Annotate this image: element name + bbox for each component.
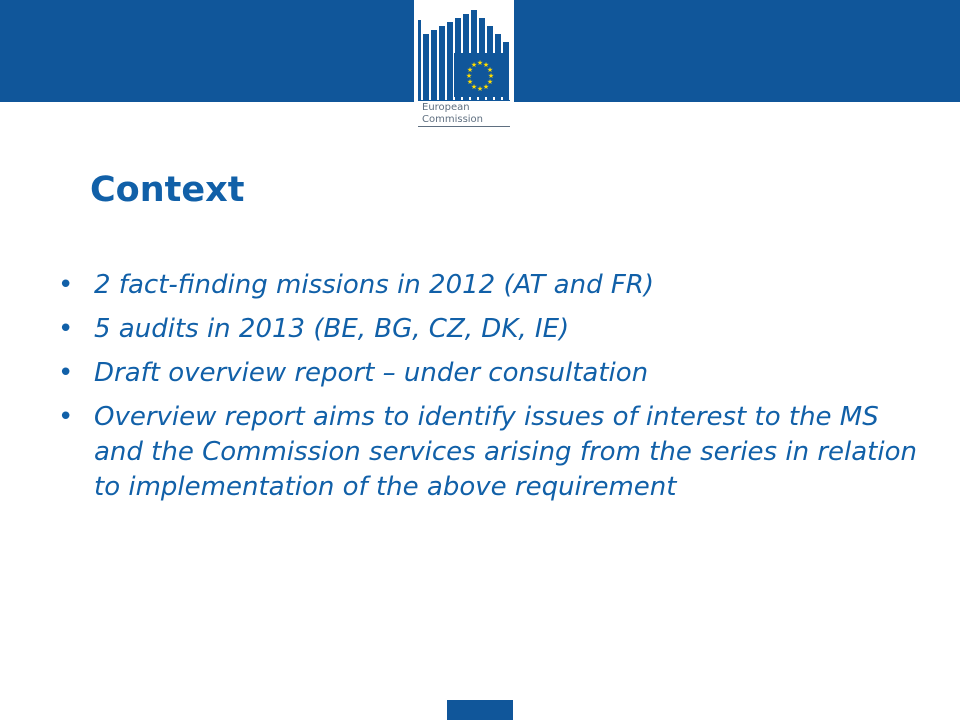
- bullet-item: [58, 400, 918, 505]
- svg-text:★: ★: [465, 72, 473, 80]
- svg-text:★: ★: [476, 85, 484, 93]
- bullet-list: [58, 268, 918, 514]
- svg-text:★: ★: [466, 78, 474, 86]
- bullet-icon: •: [58, 358, 74, 388]
- slide-title: Context: [90, 170, 245, 210]
- bullet-icon: •: [58, 314, 74, 344]
- svg-text:★: ★: [476, 59, 484, 67]
- svg-text:★: ★: [487, 72, 495, 80]
- bullet-text: 2 fact-finding missions in 2012 (AT and FR): [94, 270, 655, 300]
- bullet-item: [58, 356, 918, 391]
- svg-text:★: ★: [486, 78, 494, 86]
- bullet-text: Overview report aims to identify issues of interest to the MS and the Commission services arising from the series in relation to implementation of the above requirement: [94, 402, 917, 502]
- svg-text:★: ★: [466, 66, 474, 74]
- bullet-text: 5 audits in 2013 (BE, BG, CZ, DK, IE): [94, 314, 570, 344]
- european-commission-logo: [414, 0, 514, 132]
- footer-tab: [447, 700, 513, 720]
- bullet-text: Draft overview report – under consultation: [94, 358, 649, 388]
- bullet-item: [58, 312, 918, 347]
- bullet-icon: •: [58, 270, 74, 300]
- logo-line-european: European: [422, 102, 470, 113]
- logo-text: [422, 102, 483, 126]
- svg-text:★: ★: [470, 61, 478, 69]
- svg-text:★: ★: [470, 83, 478, 91]
- svg-text:★: ★: [482, 61, 490, 69]
- bullet-icon: •: [58, 402, 74, 432]
- svg-text:★: ★: [482, 83, 490, 91]
- logo-line-commission: Commission: [422, 114, 484, 125]
- bullet-item: [58, 268, 918, 303]
- svg-text:★: ★: [486, 66, 494, 74]
